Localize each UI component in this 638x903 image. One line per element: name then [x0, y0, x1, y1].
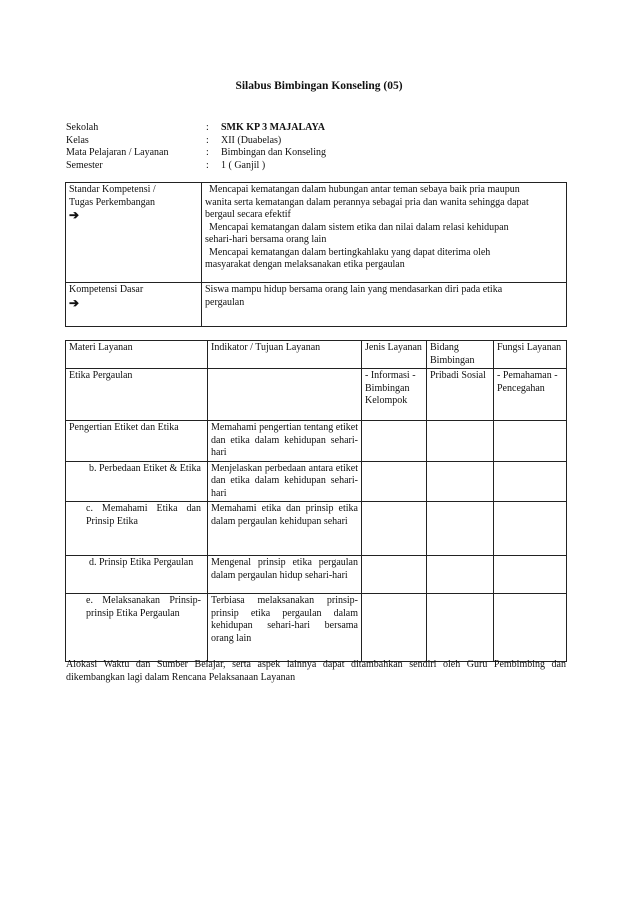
table-row — [66, 502, 567, 556]
materi-cell: e. Melaksanakan Prinsip-prinsip Etika Pergaulan — [66, 594, 208, 662]
info-label: Mata Pelajaran / Layanan — [66, 147, 169, 158]
sk-label-cell: Standar Kompetensi / Tugas Perkembangan ➔ — [66, 183, 202, 283]
kd-label-cell: Kompetensi Dasar ➔ — [66, 283, 202, 327]
indikator-cell: Memahami pengertian tentang etiket dan etika dalam kehidupan sehari-hari — [208, 421, 362, 462]
jenis-cell: - Informasi - Bimbingan Kelompok — [362, 369, 427, 421]
table-row — [66, 461, 567, 502]
table-row — [66, 421, 567, 462]
info-row-mapel: Mata Pelajaran / Layanan : Bimbingan dan Konseling — [66, 147, 326, 158]
sk-content-cell: Mencapai kematangan dalam hubungan antar teman sebaya baik pria maupun wanita serta kematangan dalam perannya sebagai pria dan wanita sehingga dapat bergaul secara efektif Mencapai kematangan dalam sistem etika dan nilai dalam relasi kehidupan sehari-hari bersama orang lain Mencapai kematangan dalam bertingkahlaku yang dapat diterima oleh masyarakat dengan melaksanakan etika pergaulan — [202, 183, 567, 283]
header-bidang: Bidang Bimbingan — [427, 341, 494, 369]
indikator-cell: Memahami etika dan prinsip etika dalam pergaulan kehidupan sehari — [208, 502, 362, 556]
fungsi-cell: - Pemahaman - Pencegahan — [494, 369, 567, 421]
indikator-cell: Mengenal prinsip etika pergaulan dalam pergaulan hidup sehari-hari — [208, 556, 362, 594]
arrow-right-icon: ➔ — [69, 208, 80, 222]
identity-block — [66, 122, 546, 172]
materi-cell: b. Perbedaan Etiket & Etika — [66, 461, 208, 502]
info-label: Kelas — [66, 134, 89, 146]
syllabus-table — [65, 340, 567, 662]
basic-competence-row — [66, 283, 567, 327]
header-fungsi: Fungsi Layanan — [494, 341, 567, 369]
header-jenis: Jenis Layanan — [362, 341, 427, 369]
table-header-row — [66, 341, 567, 369]
document-title: Silabus Bimbingan Konseling (05) — [235, 80, 403, 92]
standard-competence-row — [66, 183, 567, 283]
info-row-sekolah: Sekolah : SMK KP 3 MAJALAYA — [66, 122, 325, 133]
kd-content-cell: Siswa mampu hidup bersama orang lain yang mendasarkan diri pada etika pergaulan — [202, 283, 567, 327]
competence-table — [65, 182, 567, 327]
arrow-right-icon: ➔ — [69, 295, 80, 310]
info-label: Semester — [66, 159, 103, 171]
table-row — [66, 556, 567, 594]
materi-cell: c. Memahami Etika dan Prinsip Etika — [66, 502, 208, 556]
header-materi: Materi Layanan — [66, 341, 208, 369]
info-label: Sekolah — [66, 122, 99, 133]
materi-cell: d. Prinsip Etika Pergaulan — [66, 556, 208, 594]
info-row-kelas: Kelas : XII (Duabelas) — [66, 134, 282, 146]
footer-note: Alokasi Waktu dan Sumber Belajar, serta aspek lainnya dapat ditambahkan sendiri oleh Guru Pembimbing dan dikembangkan lagi dalam Rencana Pelaksanaan Layanan — [66, 659, 566, 683]
table-row — [66, 594, 567, 662]
indikator-cell: Menjelaskan perbedaan antara etiket dan etika dalam kehidupan sehari-hari — [208, 461, 362, 502]
bidang-cell: Pribadi Sosial — [427, 369, 494, 421]
indikator-cell — [208, 369, 362, 421]
materi-cell: Pengertian Etiket dan Etika — [66, 421, 208, 462]
table-row — [66, 369, 567, 421]
materi-cell: Etika Pergaulan — [66, 369, 208, 421]
indikator-cell: Terbiasa melaksanakan prinsip-prinsip etika pergaulan dalam kehidupan sehari-hari bersama orang lain — [208, 594, 362, 662]
info-value: SMK KP 3 MAJALAYA — [221, 122, 325, 133]
info-value: XII (Duabelas) — [221, 134, 282, 146]
info-value: 1 ( Ganjil ) — [221, 159, 266, 171]
header-indikator: Indikator / Tujuan Layanan — [208, 341, 362, 369]
info-value: Bimbingan dan Konseling — [221, 147, 326, 158]
info-row-semester: Semester : 1 ( Ganjil ) — [66, 159, 266, 171]
